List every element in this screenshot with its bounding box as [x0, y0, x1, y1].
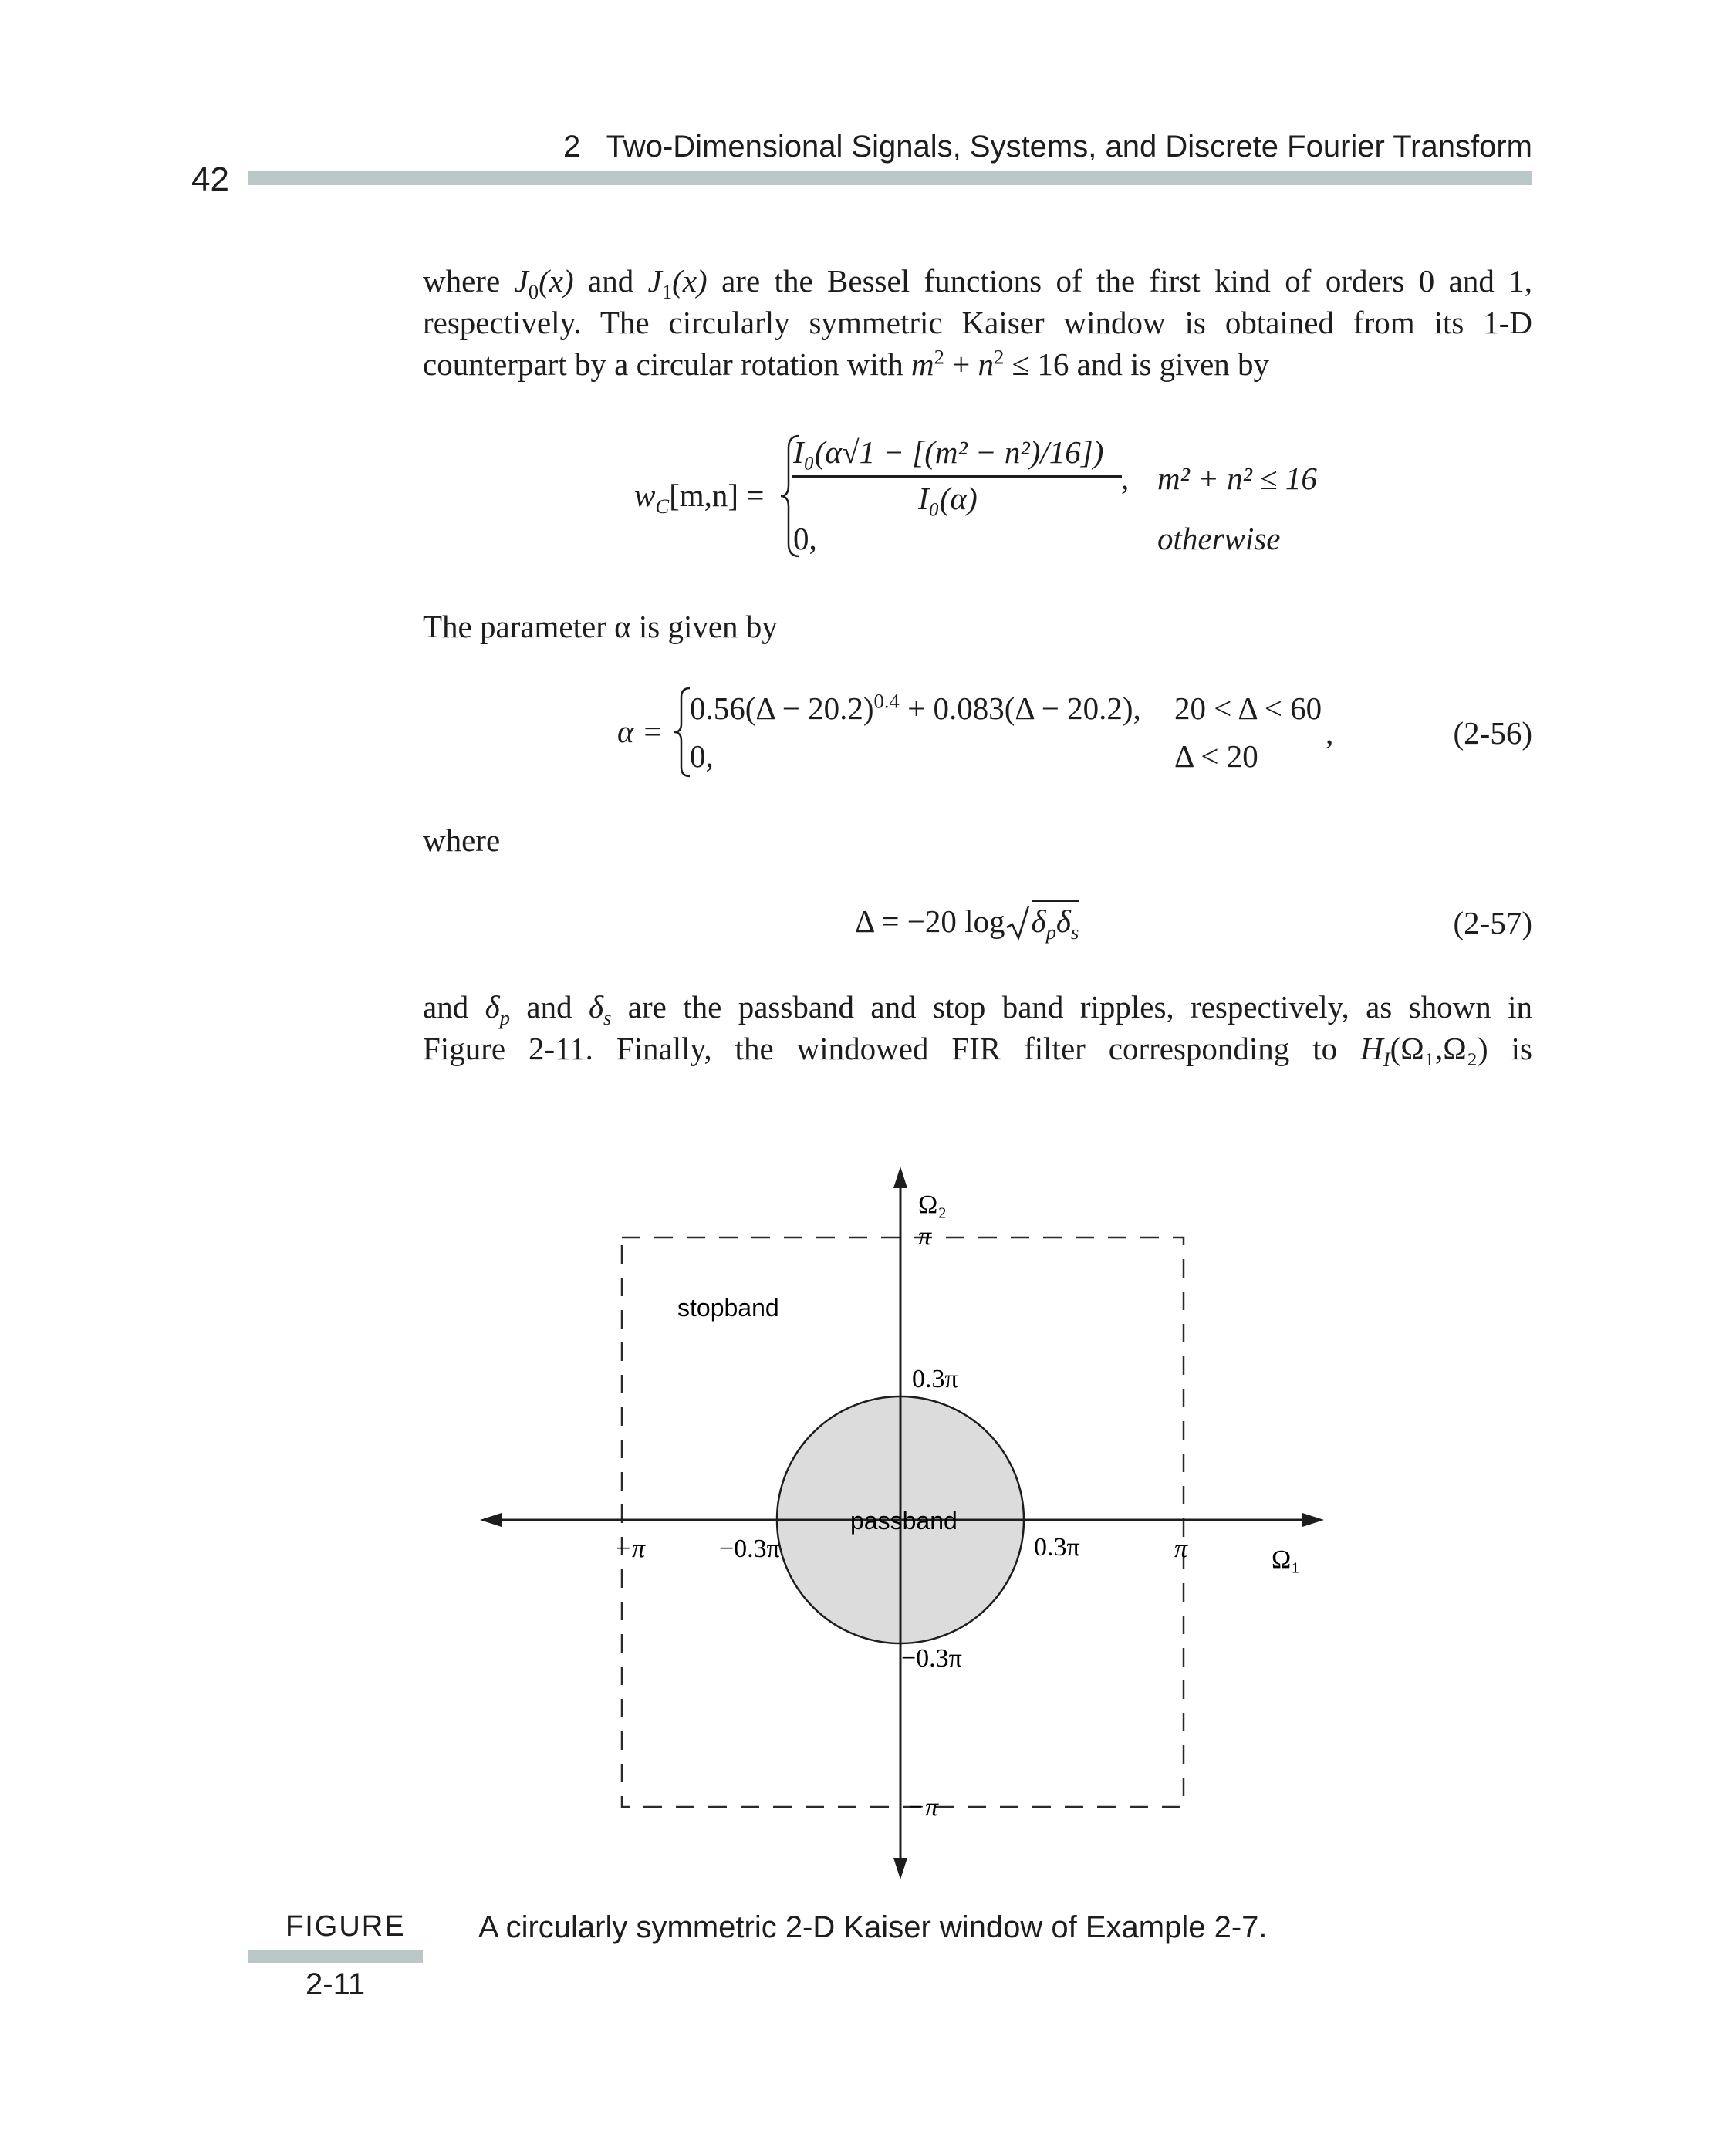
paragraph-alpha-intro: The parameter α is given by	[423, 609, 778, 644]
eq-alpha-case1: $0.56(\Delta - 20.2)^{0.4} + 0.083(\Delta - 20.2)$,	[690, 689, 1141, 726]
paragraph-line2: respectively. The circularly symmetric Kaiser window is obtained from its 1-D	[423, 305, 1532, 340]
omega1-axis-left-arrow	[480, 1513, 502, 1527]
omega2-axis-top-arrow	[893, 1167, 907, 1188]
stopband-label: stopband	[677, 1294, 779, 1322]
figure-label-rule	[248, 1950, 423, 1963]
eq-number-2-56: (2-56)	[1453, 715, 1532, 751]
paragraph-line3: counterpart by a circular rotation with $m^2 + n^2 \le 16$ and is given by	[423, 345, 1270, 382]
eq-window-lhs: $w_C[m,n]$ =	[634, 478, 765, 518]
figure-caption: A circularly symmetric 2-D Kaiser window of Example 2-7.	[478, 1910, 1268, 1944]
eq-number-2-57: (2-57)	[1453, 905, 1532, 940]
pi-top-label: π	[918, 1222, 932, 1251]
passband-label: passband	[850, 1507, 958, 1535]
chapter-number: 2	[562, 130, 581, 164]
figure-label: FIGURE	[285, 1910, 406, 1943]
eq-window-denominator: I₀(α)	[918, 481, 978, 516]
eq-window-condition1: m² + n² ≤ 16	[1157, 461, 1317, 496]
eq-alpha-trailing-comma: ,	[1326, 715, 1334, 751]
eq-alpha-condition2: Δ < 20	[1174, 738, 1258, 774]
chapter-title: Two-Dimensional Signals, Systems, and Discrete Fourier Transform	[606, 130, 1532, 164]
pi-left-label: −π	[614, 1535, 645, 1563]
eq-delta: Δ = −20 $\log \delta_p\delta_s$	[855, 903, 1079, 941]
figure-number: 2-11	[306, 1967, 366, 2001]
omega1-label: Ω₁	[1272, 1545, 1301, 1574]
p03-left-label: −0.3π	[719, 1535, 780, 1563]
page-number: 42	[191, 160, 229, 198]
pi-right-label: π	[1174, 1535, 1188, 1563]
eq-window-condition2: otherwise	[1157, 521, 1281, 556]
eq-alpha-case2: 0,	[690, 738, 714, 774]
eq-window-case2: 0,	[793, 521, 817, 556]
omega1-axis-right-arrow	[1302, 1513, 1324, 1527]
paragraph-ripples-line2: Figure 2-11. Finally, the windowed FIR filter corresponding to $H_I(\Omega_1,\Omega_2)$ is	[423, 1031, 1532, 1072]
eq-window-comma: ,	[1121, 461, 1130, 496]
p03-right-label: 0.3π	[1034, 1533, 1080, 1562]
pi-bottom-label: −π	[907, 1793, 938, 1822]
omega2-label: Ω₂	[918, 1190, 947, 1219]
omega2-axis-bottom-arrow	[893, 1858, 907, 1879]
eq-alpha-lhs: α =	[617, 714, 664, 749]
where-label: where	[423, 822, 501, 858]
paragraph-bessel: where $J_0(x)$ and $J_1(x)$ are the Bessel functions of the first kind of orders 0 and 1,	[423, 263, 1532, 304]
paragraph-ripples: and $\delta_p$ and $\delta_s$ are the passband and stop band ripples, respectively, as shown in	[423, 989, 1532, 1030]
p03-top-label: 0.3π	[912, 1365, 958, 1393]
p03-bottom-label: −0.3π	[901, 1644, 962, 1673]
eq-alpha-condition1: 20 < Δ < 60	[1174, 691, 1322, 726]
eq-window-numerator: I₀(α√1 − [(m² − n²)/16])	[793, 434, 1104, 470]
